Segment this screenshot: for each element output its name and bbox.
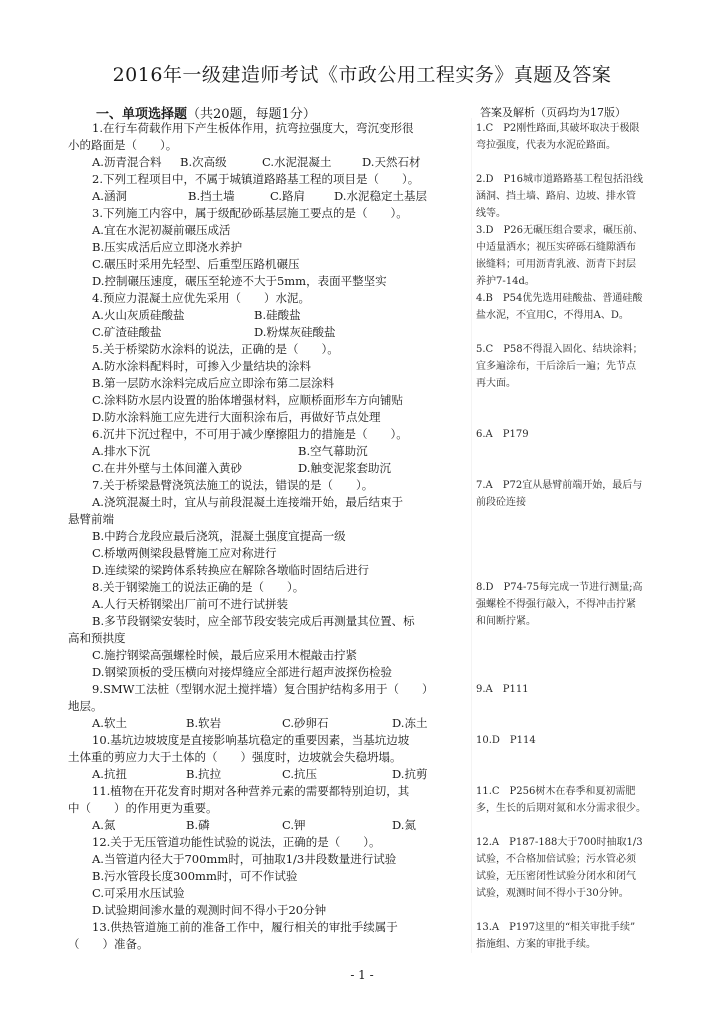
option-c: C.抗压 bbox=[282, 767, 318, 781]
option-b-continued: 高和预拱度 bbox=[68, 631, 126, 645]
answer-line: 嵌缝料；可用沥青乳液、沥青下封层 bbox=[476, 259, 636, 270]
answer-line: 12.A P187-188大于700时抽取1/3 bbox=[476, 837, 643, 848]
answer-column-heading: 答案及解析（页码均为17版） bbox=[480, 106, 626, 119]
page-number: - 1 - bbox=[350, 968, 374, 982]
option-a-continued: 悬臂前端 bbox=[68, 512, 114, 526]
question-stem: 9.SMW工法桩（型钢水泥土搅拌墙）复合围护结构多用于（ ） bbox=[92, 682, 434, 696]
option-a: A.软土 bbox=[92, 716, 127, 730]
answer-2 bbox=[476, 171, 688, 222]
answer-line: 7.A P72宜从悬臂前端开始，最后与 bbox=[476, 480, 643, 491]
answer-line: 养护7-14d。 bbox=[476, 276, 535, 287]
answer-line: 试验，观测时间不得小于30分钟。 bbox=[476, 888, 629, 899]
answer-3 bbox=[476, 222, 688, 290]
question-stem-continued: 小的路面是（ ）。 bbox=[68, 138, 178, 152]
option-b: B.污水管段长度300mm时，可不作试验 bbox=[92, 869, 298, 883]
option-b: B.第一层防水涂料完成后应立即涂布第二层涂料 bbox=[92, 376, 335, 390]
option-c: C.砂卵石 bbox=[282, 716, 329, 730]
option-c: C.施拧钢梁高强螺栓时候，最后应采用木棍敲击拧紧 bbox=[92, 648, 358, 662]
answer-10 bbox=[476, 732, 688, 749]
question-11 bbox=[68, 783, 462, 834]
answer-line: 和间断拧紧。 bbox=[476, 616, 536, 627]
section-note: （共20题，每题1分） bbox=[187, 107, 316, 122]
column-divider bbox=[471, 118, 472, 953]
option-c: C.涂料防水层内设置的胎体增强材料，应顺桥面形车方向铺贴 bbox=[92, 393, 404, 407]
question-10 bbox=[68, 732, 462, 783]
answer-line: 6.A P179 bbox=[476, 429, 529, 440]
question-stem: 5.关于桥梁防水涂料的说法，正确的是（ ）。 bbox=[92, 342, 339, 356]
question-12 bbox=[68, 834, 462, 919]
question-stem: 13.供热管道施工前的准备工作中，履行相关的审批手续属于 bbox=[92, 920, 398, 934]
answer-line: 3.D P26无碾压组合要求，碾压前、 bbox=[476, 225, 644, 236]
option-a: A.当管道内径大于700mm时，可抽取1/3井段数量进行试验 bbox=[92, 852, 397, 866]
option-d: D.连续梁的梁跨体系转换应在解除各墩临时固结后进行 bbox=[92, 563, 369, 577]
question-stem: 2.下列工程项目中，不属于城镇道路路基工程的项目是（ ）。 bbox=[92, 172, 420, 186]
option-d: D.控制碾压速度，碾压至轮迹不大于5mm，表面平整坚实 bbox=[92, 274, 387, 288]
question-stem-continued: （ ）准备。 bbox=[68, 937, 149, 951]
answer-line: 9.A P111 bbox=[476, 684, 529, 695]
answer-line: 宜多遍涂布，干后涂后一遍；先节点 bbox=[476, 361, 636, 372]
option-b: B.压实成活后应立即浇水养护 bbox=[92, 240, 243, 254]
answer-line: 强螺栓不得强行敲入，不得冲击拧紧 bbox=[476, 599, 636, 610]
option-c: C.路肩 bbox=[270, 189, 306, 203]
question-stem: 4.预应力混凝土应优先采用（ ）水泥。 bbox=[92, 291, 310, 305]
answer-5 bbox=[476, 341, 688, 392]
answer-line: 线等。 bbox=[476, 208, 506, 219]
option-a: A.氮 bbox=[92, 818, 116, 832]
option-a: A.宜在水泥初凝前碾压成活 bbox=[92, 223, 231, 237]
option-b: B.中跨合龙段应最后浇筑，混凝土强度宜提高一级 bbox=[92, 529, 346, 543]
question-13 bbox=[68, 919, 462, 953]
option-b: B.多节段钢梁安装时，应全部节段安装完成后再测量其位置、标 bbox=[92, 614, 415, 628]
question-5 bbox=[68, 341, 462, 426]
question-3 bbox=[68, 205, 462, 290]
question-stem-continued: 地层。 bbox=[68, 699, 103, 713]
answer-11 bbox=[476, 783, 688, 817]
option-d: D.试验期间渗水量的观测时间不得小于20分钟 bbox=[92, 903, 327, 917]
question-stem-continued: 中（ ）的作用更为重要。 bbox=[68, 801, 218, 815]
option-d: D.抗剪 bbox=[392, 767, 428, 781]
question-4 bbox=[68, 290, 462, 341]
answer-12 bbox=[476, 834, 688, 902]
option-a: A.排水下沉 bbox=[92, 444, 150, 458]
answer-line: 1.C P2刚性路面,其破坏取决于极限 bbox=[476, 123, 640, 134]
answer-line: 8.D P74-75每完成一节进行测量;高 bbox=[476, 582, 643, 593]
option-b: B.挡土墙 bbox=[188, 189, 235, 203]
answer-6 bbox=[476, 426, 688, 443]
option-b: B.软岩 bbox=[186, 716, 222, 730]
option-d: D.粉煤灰硅酸盐 bbox=[254, 325, 336, 339]
option-c: C.在井外壁与土体间灌入黄砂 bbox=[92, 461, 243, 475]
option-a: A.抗扭 bbox=[92, 767, 127, 781]
option-b: B.磷 bbox=[186, 818, 210, 832]
answer-8 bbox=[476, 579, 688, 630]
question-stem: 3.下列施工内容中，属于级配砂砾基层施工要点的是（ ）。 bbox=[92, 206, 408, 220]
answer-line: 5.C P58不得混入固化、结块涂料； bbox=[476, 344, 643, 355]
answer-line: 11.C P256树木在春季和夏初需肥 bbox=[476, 786, 636, 797]
question-stem: 12.关于无压管道功能性试验的说法，正确的是（ ）。 bbox=[92, 835, 381, 849]
answer-line: 多，生长的后期对氮和水分需求很少。 bbox=[476, 803, 646, 814]
option-b: B.硅酸盐 bbox=[254, 308, 301, 322]
option-d: D.冻土 bbox=[392, 716, 428, 730]
option-d: D.触变泥浆套助沉 bbox=[298, 461, 391, 475]
page-title: 2016年一级建造师考试《市政公用工程实务》真题及答案 bbox=[112, 64, 612, 86]
answer-line: 10.D P114 bbox=[476, 735, 536, 746]
option-d: D.水泥稳定土基层 bbox=[334, 189, 427, 203]
option-c: C.矿渣硅酸盐 bbox=[92, 325, 162, 339]
option-c: C.碾压时采用先轻型、后重型压路机碾压 bbox=[92, 257, 300, 271]
answer-13 bbox=[476, 919, 688, 953]
option-b: B.次高级 bbox=[180, 155, 227, 169]
answer-line: 13.A P197这里的“相关审批手续” bbox=[476, 922, 636, 933]
question-9 bbox=[68, 681, 462, 732]
section-heading-text: 一、单项选择题 bbox=[96, 107, 188, 122]
option-d: D.氮 bbox=[392, 818, 416, 832]
answer-line: 2.D P16城市道路路基工程包括沿线 bbox=[476, 174, 644, 185]
answer-line: 试验，无压密闭性试验分闭水和闭气 bbox=[476, 871, 636, 882]
answer-line: 弯拉强度，代表为水泥砼路面。 bbox=[476, 140, 616, 151]
option-a: A.人行天桥钢梁出厂前可不进行试拼装 bbox=[92, 597, 288, 611]
question-stem: 7.关于桥梁悬臂浇筑法施工的说法，错误的是（ ）。 bbox=[92, 478, 374, 492]
option-a: A.涵洞 bbox=[92, 189, 127, 203]
question-7 bbox=[68, 477, 462, 579]
answer-line: 再大面。 bbox=[476, 378, 516, 389]
answer-line: 前段砼连接 bbox=[476, 497, 526, 508]
option-b: B.空气幕助沉 bbox=[298, 444, 368, 458]
answer-4 bbox=[476, 290, 688, 324]
question-stem: 10.基坑边坡坡度是直接影响基坑稳定的重要因素，当基坑边坡 bbox=[92, 733, 410, 747]
option-a: A.浇筑混凝土时，宜从与前段混凝土连接端开始，最后结束于 bbox=[92, 495, 403, 509]
option-d: D.防水涂料施工应先进行大面积涂布后，再做好节点处理 bbox=[92, 410, 381, 424]
answer-line: 中适量洒水；视压实碎砾石缝隙洒布 bbox=[476, 242, 636, 253]
answer-line: 4.B P54优先选用硅酸盐、普通硅酸 bbox=[476, 293, 643, 304]
option-a: A.防水涂料配料时，可掺入少量结块的涂料 bbox=[92, 359, 311, 373]
question-6 bbox=[68, 426, 462, 477]
question-stem: 1.在行车荷载作用下产生板体作用，抗弯拉强度大，弯沉变形很 bbox=[92, 121, 414, 135]
answer-1 bbox=[476, 120, 688, 154]
question-stem: 8.关于钢梁施工的说法正确的是（ ）。 bbox=[92, 580, 305, 594]
question-1 bbox=[68, 120, 462, 171]
question-2 bbox=[68, 171, 462, 205]
question-8 bbox=[68, 579, 462, 681]
answer-7 bbox=[476, 477, 688, 511]
option-b: B.抗拉 bbox=[186, 767, 222, 781]
answer-line: 试验，不合格加倍试验；污水管必须 bbox=[476, 854, 636, 865]
answer-9 bbox=[476, 681, 688, 698]
option-c: C.可采用水压试验 bbox=[92, 886, 185, 900]
question-stem: 6.沉井下沉过程中，不可用于减少摩擦阻力的措施是（ ）。 bbox=[92, 427, 408, 441]
option-c: C.水泥混凝土 bbox=[262, 155, 332, 169]
option-d: D.天然石材 bbox=[362, 155, 421, 169]
option-d: D.钢梁顶板的受压横向对接焊缝应全部进行超声波探伤检验 bbox=[92, 665, 392, 679]
option-c: C.桥墩两侧梁段悬臂施工应对称进行 bbox=[92, 546, 277, 560]
option-a: A.火山灰质硅酸盐 bbox=[92, 308, 185, 322]
question-stem-continued: 土体重的剪应力大于土体的（ ）强度时，边坡就会失稳坍塌。 bbox=[68, 750, 402, 764]
option-c: C.钾 bbox=[282, 818, 306, 832]
answer-line: 涵洞、挡土墙、路肩、边坡、排水管 bbox=[476, 191, 636, 202]
answer-line: 盐水泥，不宜用C，不得用A、D。 bbox=[476, 310, 629, 321]
option-a: A.沥青混合料 bbox=[92, 155, 162, 169]
question-stem: 11.植物在开花发育时期对各种营养元素的需要都特别迫切，其 bbox=[92, 784, 410, 798]
answer-line: 指施组、方案的审批手续。 bbox=[476, 939, 596, 950]
